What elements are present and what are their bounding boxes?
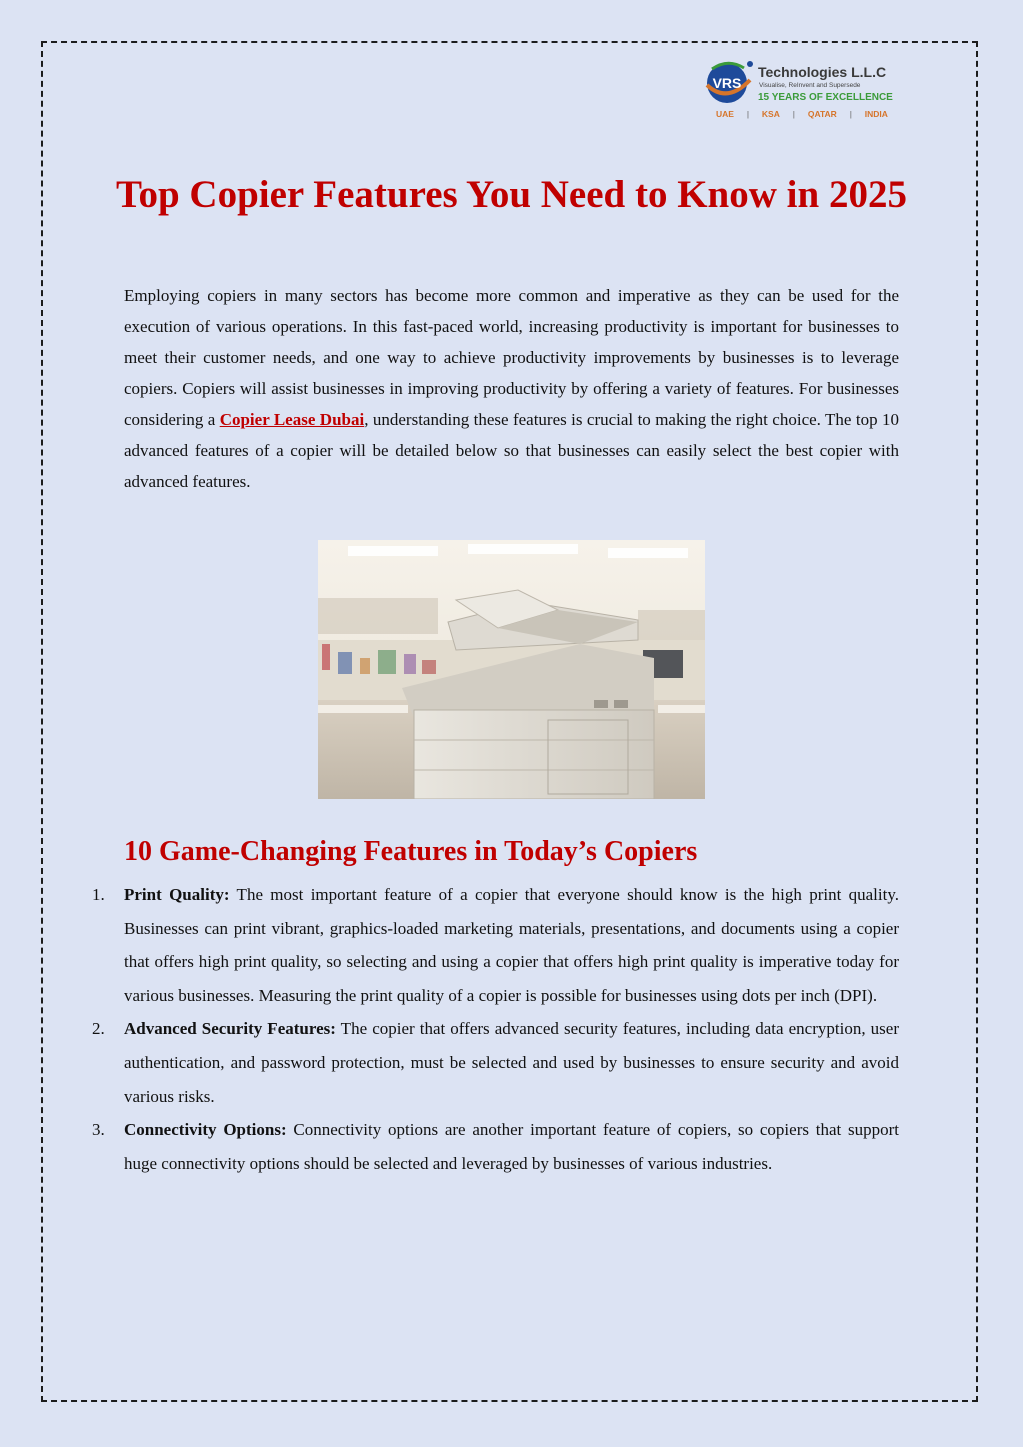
company-name: Technologies L.L.C <box>758 64 887 80</box>
intro-text-before: Employing copiers in many sectors has become more common and imperative as they can be used for the execution of various operations. In this fast-paced world, increasing productivity is important for businesses to meet their customer needs, and one way to achieve productivity improvements by businesses is to leverage copiers. Copiers will assist businesses in improving productivity by offering a variety of features. For businesses considering a <box>124 286 899 429</box>
region-separator: | <box>849 109 852 119</box>
region-separator: | <box>746 109 750 119</box>
features-heading: 10 Game-Changing Features in Today’s Copiers <box>124 836 698 867</box>
region-uae: UAE <box>716 109 734 119</box>
region-ksa: KSA <box>761 109 780 119</box>
company-tagline: Visualise, ReInvent and Supersede <box>759 82 861 89</box>
list-number: 3. <box>92 1120 105 1140</box>
intro-text-after: , understanding these features is crucial to making the right choice. The top 10 advanced features of a copier will be detailed below so that businesses can easily select the best copier with advanced features. <box>124 410 900 491</box>
years-of-excellence: 15 YEARS OF EXCELLENCE <box>758 92 893 103</box>
copier-lease-dubai-link[interactable]: Copier Lease Dubai <box>219 410 365 429</box>
region-list <box>716 109 888 119</box>
list-item <box>92 1012 899 1113</box>
feature-lead: Print Quality: <box>124 885 230 904</box>
feature-list <box>92 878 900 1180</box>
company-logo <box>698 60 898 124</box>
vrs-globe-icon <box>698 60 756 106</box>
page-title: Top Copier Features You Need to Know in 2025 <box>116 173 907 216</box>
intro-paragraph <box>124 280 899 497</box>
list-item <box>92 1113 900 1180</box>
list-item <box>92 878 900 1012</box>
region-qatar: QATAR <box>807 109 837 119</box>
list-number: 2. <box>92 1019 105 1039</box>
feature-text: Connectivity options are another important feature of copiers, so copiers that support huge connectivity options should be selected and leveraged by businesses of various industries. <box>124 1120 900 1173</box>
copier-photo <box>318 540 705 799</box>
feature-lead: Connectivity Options: <box>124 1120 287 1140</box>
region-separator: | <box>792 109 795 119</box>
feature-text: The most important feature of a copier that everyone should know is the high print quality. Businesses can print vibrant, graphics-loaded marketing materials, presentations, and documents using a copier that offers high print quality, so selecting and using a copier that offers high print quality is imperative today for various businesses. Measuring the print quality of a copier is possible for businesses using dots per inch (DPI). <box>124 885 900 1005</box>
feature-text: The copier that offers advanced security features, including data encryption, user authentication, and password protection, must be selected and used by businesses to ensure security and avoid various risks. <box>124 1019 899 1106</box>
region-india: INDIA <box>864 109 888 119</box>
feature-lead: Advanced Security Features: <box>124 1019 336 1039</box>
list-number: 1. <box>92 885 105 904</box>
svg-text:VRS: VRS <box>712 75 742 91</box>
